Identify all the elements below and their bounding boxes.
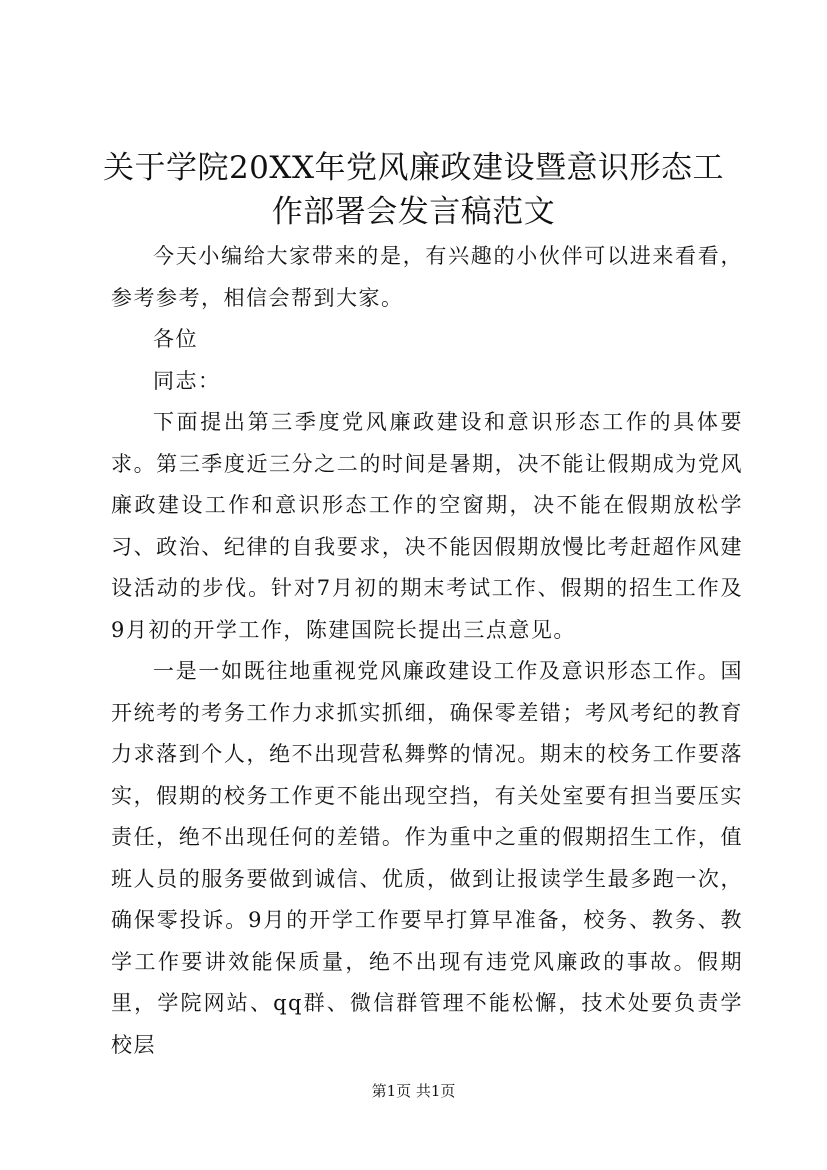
paragraph-point-one: 一是一如既往地重视党风廉政建设工作及意识形态工作。国开统考的考务工作力求抓实抓细，确保零差错；考风考纪的教育力求落到个人，绝不出现营私舞弊的情况。期末的校务工作要落实，假期的校务工作更不能出现空挡，有关处室要有担当要压实责任，绝不出现任何的差错。作为重中之重的假期招生工作，值班人员的服务要做到诚信、优质，做到让报读学生最多跑一次，确保零投诉。9月的开学工作要早打算早准备，校务、教务、教学工作要讲效能保质量，绝不出现有违党风廉政的事故。假期里，学院网站、qq群、微信群管理不能松懈，技术处要负责学校层 <box>111 659 743 1057</box>
paragraph-salutation: 各位 <box>153 327 198 351</box>
paragraph-intro: 今天小编给大家带来的是，有兴趣的小伙伴可以进来看看，参考参考，相信会帮到大家。 <box>111 244 743 310</box>
page-footer: 第1页 共1页 <box>371 1082 456 1100</box>
paragraph-salutation-2: 同志： <box>153 368 221 393</box>
document-title <box>90 146 737 234</box>
document-body <box>111 236 743 1066</box>
title-line-1: 关于学院20XX年党风廉政建设暨意识形态工 <box>102 150 725 186</box>
title-line-2: 作部署会发言稿范文 <box>271 194 556 230</box>
paragraph-requirements: 下面提出第三季度党风廉政建设和意识形态工作的具体要求。第三季度近三分之二的时间是暑期，决不能让假期成为党风廉政建设工作和意识形态工作的空窗期，决不能在假期放松学习、政治、纪律的自我要求，决不能因假期放慢比考赶超作风建设活动的步伐。针对7月初的期末考试工作、假期的招生工作及9月初的开学工作，陈建国院长提出三点意见。 <box>111 410 743 642</box>
